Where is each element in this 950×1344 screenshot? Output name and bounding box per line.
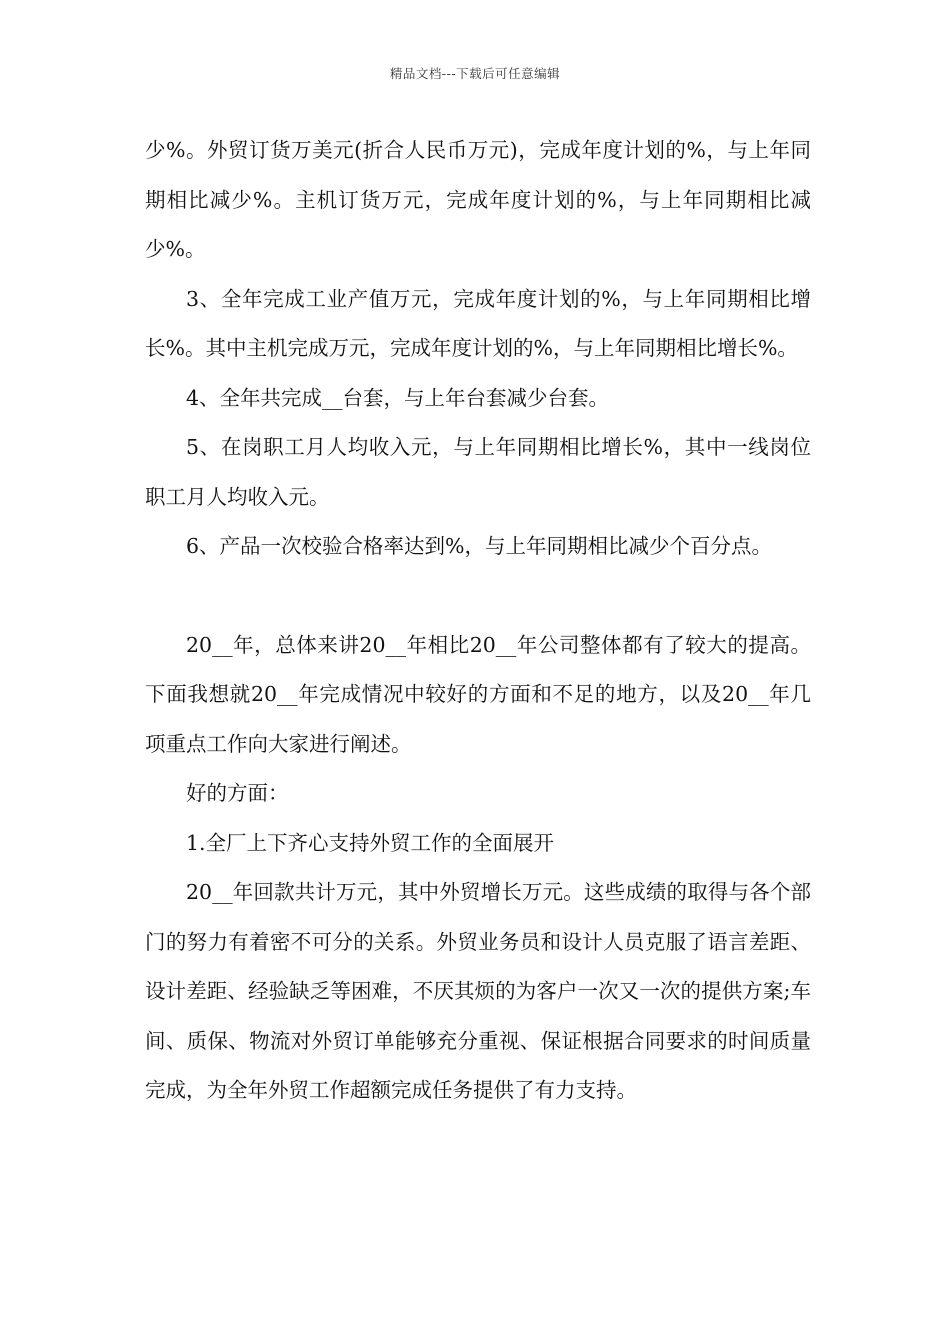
subsection-heading-1: 1.全厂上下齐心支持外贸工作的全面展开 bbox=[186, 830, 555, 855]
paragraph-item-3: 3、全年完成工业产值万元，完成年度计划的%，与上年同期相比增长%。其中主机完成万元，完成年度计划的%，与上年同期相比增长%。 bbox=[145, 286, 811, 360]
page-header: 精品文档---下载后可任意编辑 bbox=[389, 66, 561, 81]
section-heading-good-aspects: 好的方面： bbox=[186, 781, 289, 805]
paragraph-continuation: 少%。外贸订货万美元(折合人民币万元)，完成年度计划的%，与上年同期相比减少%。主机订货万元，完成年度计划的%，与上年同期相比减少%。 bbox=[145, 138, 811, 261]
paragraph-item-5: 5、在岗职工月人均收入元，与上年同期相比增长%，其中一线岗位职工月人均收入元。 bbox=[145, 435, 811, 509]
paragraph-gap bbox=[145, 572, 811, 621]
paragraph-item-6: 6、产品一次校验合格率达到%，与上年同期相比减少个百分点。 bbox=[186, 534, 773, 558]
paragraph-item-4: 4、全年共完成__台套，与上年台套减少台套。 bbox=[186, 385, 610, 410]
document-body bbox=[145, 126, 811, 1116]
paragraph-summary: 20__年，总体来讲20__年相比20__年公司整体都有了较大的提高。下面我想就20__年完成情况中较好的方面和不足的地方，以及20__年几项重点工作向大家进行阐述。 bbox=[145, 632, 811, 756]
paragraph-foreign-trade: 20__年回款共计万元，其中外贸增长万元。这些成绩的取得与各个部门的努力有着密不可分的关系。外贸业务员和设计人员克服了语言差距、设计差距、经验缺乏等困难，不厌其烦的为客户一次又一次的提供方案;车间、质保、物流对外贸订单能够充分重视、保证根据合同要求的时间质量完成，为全年外贸工作超额完成任务提供了有力支持。 bbox=[145, 880, 811, 1102]
